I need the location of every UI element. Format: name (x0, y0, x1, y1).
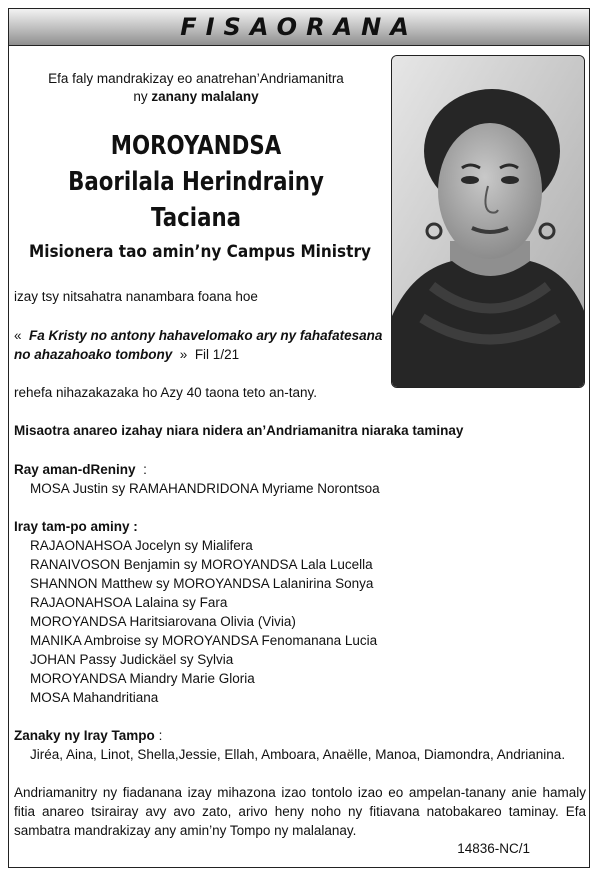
parents-heading (14, 460, 147, 479)
list-item: MANIKA Ambroise sy MOROYANDSA Fenomanana Lucia (30, 633, 378, 648)
parents-names-line: MOSA Justin sy RAMAHANDRIDONA Myriame Norontsoa (30, 481, 380, 496)
notice-title: FISAORANA (180, 13, 418, 41)
portrait-photo (391, 55, 585, 388)
quote-reference: Fil 1/21 (194, 347, 240, 362)
list-item: MOROYANDSA Haritsiarovana Olivia (Vivia) (30, 614, 296, 629)
reference-code: 14836-NC/1 (457, 841, 530, 856)
intro-line-1: Efa faly mandrakizay eo anatrehan’Andriamanitra (48, 71, 344, 86)
list-item: SHANNON Matthew sy MOROYANDSA Lalanirina Sonya (30, 576, 374, 591)
thanks-line: Misaotra anareo izahay niara nidera an’Andriamanitra niaraka taminay (14, 423, 464, 438)
header-banner (9, 9, 589, 46)
parents-names (30, 479, 380, 498)
parents-heading-label: Ray aman-dReniny (14, 462, 136, 477)
line-sahatra: izay tsy nitsahatra nanambara foana hoe (14, 289, 258, 304)
siblings-heading: Iray tam-po aminy : (14, 519, 138, 534)
list-item: RAJAONAHSOA Lalaina sy Fara (30, 595, 228, 610)
list-item: JOHAN Passy Judickäel sy Sylvia (30, 652, 234, 667)
quote-close: » (179, 347, 188, 362)
intro-line-2-bold: zanany malalany (151, 89, 259, 104)
intro-line-2-prefix: ny (133, 89, 148, 104)
nephews-heading (14, 726, 162, 745)
deceased-role: Misionera tao amin’ny Campus Ministry (28, 242, 372, 262)
intro-text (12, 70, 380, 106)
quote-open: « (14, 328, 22, 343)
nephews-names-line: Jiréa, Aina, Linot, Shella,Jessie, Ellah, Amboara, Anaëlle, Manoa, Diamondra, Andrianina. (30, 747, 566, 762)
closing-paragraph: Andriamanitry ny fiadanana izay mihazona izao tontolo izao eo ampelan-tanany anie hamaly fitia anareo tsirairay avy avo zato, arivo heny noho ny fitiavana natobakareo taminay. Efa sambatra mandrakizay any amin’ny Tompo ny malalanay. (14, 785, 586, 838)
name-line-3: Taciana (150, 203, 242, 233)
nephews-heading-label: Zanaky ny Iray Tampo (14, 728, 155, 743)
bible-quote (14, 326, 390, 364)
name-line-1: MOROYANDSA (110, 131, 282, 161)
line-death: rehefa nihazakazaka ho Azy 40 taona teto an-tany. (14, 385, 317, 400)
deceased-name (45, 128, 347, 236)
intro-line-2 (12, 88, 380, 106)
quote-text: Fa Kristy no antony hahavelomako ary ny fahafatesana no ahazahoako tombony (14, 328, 383, 362)
parents-heading-sep: : (143, 462, 147, 477)
portrait-illustration (392, 56, 585, 388)
siblings-list (30, 536, 377, 707)
nephews-heading-sep: : (158, 728, 163, 743)
name-line-2: Baorilala Herindrainy (68, 167, 324, 197)
list-item: MOROYANDSA Miandry Marie Gloria (30, 671, 255, 686)
list-item: RANAIVOSON Benjamin sy MOROYANDSA Lala Lucella (30, 557, 373, 572)
nephews-names (30, 745, 565, 764)
list-item: RAJAONAHSOA Jocelyn sy Mialifera (30, 538, 253, 553)
list-item: MOSA Mahandritiana (30, 690, 159, 705)
